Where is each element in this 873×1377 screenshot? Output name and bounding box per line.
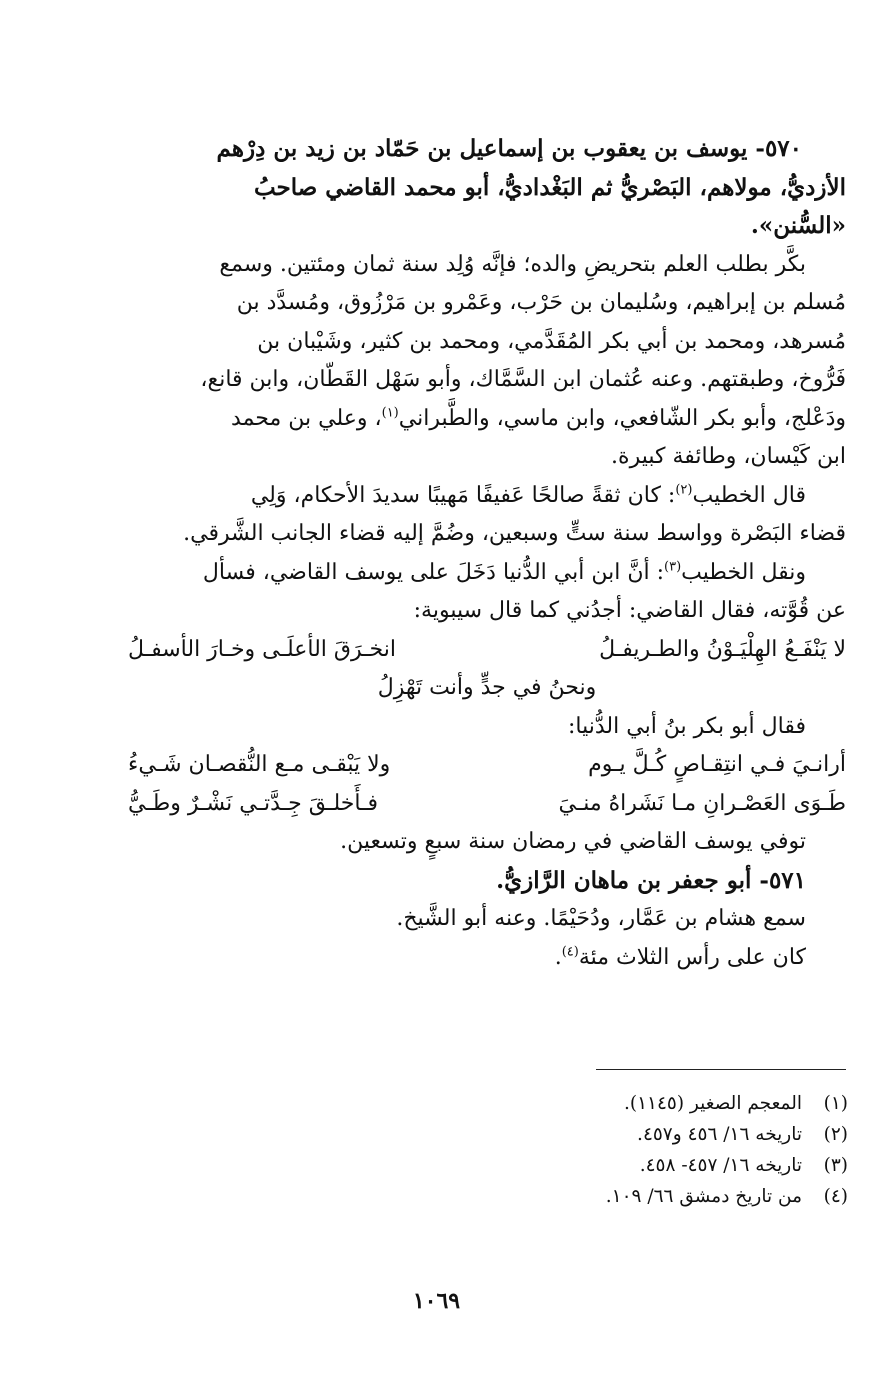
- verse-line: [128, 746, 846, 785]
- page-number: ١٠٦٩: [412, 1288, 461, 1314]
- biography-paragraph: [128, 246, 846, 285]
- text-line-row: [128, 323, 846, 362]
- entry-570-heading-cont: [128, 169, 846, 208]
- text-line: ابن كَيْسان، وطائفة كبيرة.: [611, 444, 846, 469]
- heading-line: الأزديُّ، مولاهم، البَصْريُّ ثم البَغْداديُّ، أبو محمد القاضي صاحبُ: [253, 173, 846, 201]
- text-line: فقال أبو بكر بنُ أبي الدُّنيا:: [568, 713, 806, 739]
- text-line: : أنَّ ابن أبي الدُّنيا دَخَلَ على يوسف القاضي، فسأل: [202, 559, 665, 585]
- main-text: [128, 130, 846, 977]
- heading-line: ٥٧٠- يوسف بن يعقوب بن إسماعيل بن حَمّاد بن زيد بن دِرْهم: [216, 135, 802, 162]
- footnote-item: [430, 1181, 848, 1212]
- verse-line: [128, 669, 846, 708]
- verse-hemistich-right: لا يَنْفَـعُ الهِلْيَـوْنُ والطـريفـلُ: [599, 636, 846, 662]
- text-line: سمع هشام بن عَمَّار، ودُحَيْمًا. وعنه أبو الشَّيخ.: [396, 906, 806, 931]
- transmission-paragraph: [128, 554, 846, 593]
- verse-hemistich-left: فـأَخلـقَ جِـدَّتـي نَشْـرٌ وطَـيُّ: [128, 790, 379, 816]
- text-line: ودَعْلج، وأبو بكر الشّافعي، وابن ماسي، والطَّبراني: [398, 405, 846, 431]
- text-line: .: [554, 944, 562, 970]
- poem-sibawayh: [128, 631, 846, 708]
- verse-line: [128, 631, 846, 670]
- text-line: عن قُوَّته، فقال القاضي: أجدُني كما قال سيبوية:: [413, 598, 846, 623]
- text-line: مُسلم بن إبراهيم، وسُليمان بن حَرْب، وعَمْرو بن مَرْزُوق، ومُسدَّد بن: [236, 290, 846, 315]
- footnote-text: المعجم الصغير (١١٤٥).: [623, 1093, 802, 1114]
- footnote-item: [430, 1088, 848, 1119]
- footnote-ref: (٢): [675, 482, 693, 498]
- text-line: : كان ثقةً صالحًا عَفيفًا مَهيبًا سديدَ الأحكام، وَلِي: [250, 482, 676, 508]
- verse-hemistich-right: طَـوَى العَصْـرانِ مـا نَشَراهُ منـيَ: [558, 790, 846, 816]
- text-line-row: [128, 592, 846, 631]
- heading-line: «السُّنن».: [750, 212, 846, 239]
- footnote-text: تاريخه ١٦/ ٤٥٧- ٤٥٨.: [639, 1155, 802, 1176]
- text-line: قال الخطيب: [692, 482, 806, 508]
- entry-571-text: [128, 939, 846, 978]
- footnote-divider: [596, 1069, 846, 1070]
- text-line: بكَّر بطلب العلم بتحريضِ والده؛ فإنَّه وُلِد سنة ثمان ومئتين. وسمع: [219, 251, 806, 277]
- text-line: قضاء البَصْرة وواسط سنة ستٍّ وسبعين، وضُمَّ إليه قضاء الجانب الشَّرقي.: [183, 521, 846, 546]
- text-line: ونقل الخطيب: [681, 559, 806, 585]
- entry-571-text: [128, 900, 846, 939]
- footnotes: [430, 1088, 848, 1212]
- verse-hemistich-right: أرانـيَ فـي انتِقـاصٍ كُـلَّ يـوم: [588, 752, 846, 777]
- text-line: ، وعلي بن محمد: [231, 405, 382, 431]
- footnote-number: (٢): [823, 1124, 848, 1145]
- text-line: مُسرهد، ومحمد بن أبي بكر المُقَدَّمي، ومحمد بن كثير، وشَيْبان بن: [257, 328, 846, 354]
- footnote-number: (٣): [823, 1155, 848, 1176]
- verse-hemistich: ونحنُ في جدٍّ وأنت تَهْزِلُ: [377, 675, 597, 700]
- footnote-item: [430, 1150, 848, 1181]
- footnote-text: تاريخه ١٦/ ٤٥٦ و٤٥٧.: [637, 1124, 802, 1145]
- entry-570-heading: [128, 130, 846, 169]
- text-line: كان على رأس الثلاث مئة: [578, 944, 806, 970]
- text-line-row: [128, 361, 846, 400]
- footnote-ref: (٣): [664, 559, 682, 575]
- quote-intro: [128, 708, 846, 747]
- entry-571-heading: [128, 862, 846, 901]
- text-line: فَرُّوخ، وطبقتهم. وعنه عُثمان ابن السَّمَّاك، وأبو سَهْل القَطّان، وابن قانع،: [200, 367, 846, 392]
- text-line-row: [128, 400, 846, 439]
- text-line-row: [128, 284, 846, 323]
- footnote-ref: (١): [381, 405, 399, 421]
- text-line-row: [128, 438, 846, 477]
- footnote-item: [430, 1119, 848, 1150]
- khatib-paragraph: [128, 477, 846, 516]
- entry-570-heading-cont: [128, 207, 846, 246]
- footnote-number: (٤): [823, 1186, 848, 1207]
- verse-hemistich-left: انخـرَقَ الأعلَـى وخـارَ الأسفـلُ: [128, 636, 396, 662]
- poem-ibn-abi-dunya: [128, 746, 846, 823]
- footnote-ref: (٤): [561, 944, 579, 960]
- text-line: توفي يوسف القاضي في رمضان سنة سبعٍ وتسعين.: [340, 829, 806, 854]
- verse-hemistich-left: ولا يَبْقـى مـع النُّقصـان شَـيءُ: [128, 752, 391, 777]
- heading-line: ٥٧١- أبو جعفر بن ماهان الرَّازيُّ.: [496, 866, 806, 894]
- footnote-number: (١): [823, 1093, 848, 1114]
- death-note: [128, 823, 846, 862]
- verse-line: [128, 785, 846, 824]
- footnote-text: من تاريخ دمشق ٦٦/ ١٠٩.: [605, 1186, 802, 1207]
- text-line-row: [128, 515, 846, 554]
